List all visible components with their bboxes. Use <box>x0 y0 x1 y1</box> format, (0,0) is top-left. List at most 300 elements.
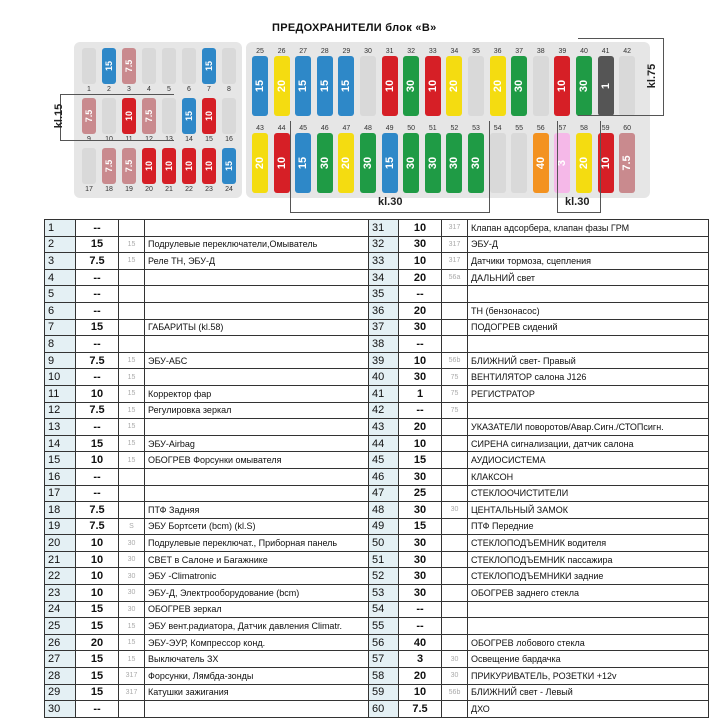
fuse-number: 20 <box>145 186 153 193</box>
fuse-20 <box>142 148 156 184</box>
power-line: 317 <box>119 684 145 701</box>
power-line <box>442 435 468 452</box>
row-number: 30 <box>45 701 76 718</box>
fuse-description: ЭБУ-Д <box>468 236 709 253</box>
power-line <box>119 502 145 519</box>
fuse-number: 51 <box>428 125 437 132</box>
power-line: 30 <box>442 651 468 668</box>
fuse-number: 3 <box>127 86 131 93</box>
fuse-amperage: -- <box>399 336 442 353</box>
fuse-16 <box>222 98 236 134</box>
fuse-number: 18 <box>105 186 113 193</box>
fuse-amp-label: 15 <box>318 79 331 93</box>
fuse-38 <box>533 56 549 116</box>
table-row <box>45 352 709 369</box>
power-line: 317 <box>119 668 145 685</box>
fuse-block-diagram <box>0 0 717 215</box>
fuse-description: БЛИЖНИЙ свет- Правый <box>468 352 709 369</box>
fuse-7 <box>202 48 216 84</box>
fuse-amperage: 10 <box>399 684 442 701</box>
fuse-amp-label: 7.5 <box>84 109 94 123</box>
row-number: 55 <box>369 618 399 635</box>
fuse-amp-label: 7.5 <box>621 155 634 171</box>
fuse-amperage: 15 <box>76 319 119 336</box>
fuse-amperage: -- <box>399 286 442 303</box>
fuse-number: 16 <box>225 136 233 143</box>
table-row <box>45 402 709 419</box>
fuse-number: 17 <box>85 186 93 193</box>
fuse-number: 50 <box>407 125 416 132</box>
fuse-number: 60 <box>623 125 632 132</box>
fuse-32 <box>403 56 419 116</box>
kl75-label: kl.75 <box>646 63 659 89</box>
row-number: 36 <box>369 302 399 319</box>
fuse-description: ЦЕНТАЛЬНЫЙ ЗАМОК <box>468 502 709 519</box>
fuse-number: 11 <box>125 136 133 143</box>
row-number: 60 <box>369 701 399 718</box>
row-number: 41 <box>369 385 399 402</box>
fuse-28 <box>317 56 333 116</box>
fuse-description <box>145 701 369 718</box>
fuse-amperage: -- <box>399 402 442 419</box>
table-row <box>45 601 709 618</box>
fuse-number: 43 <box>256 125 264 132</box>
fuse-amp-label: 15 <box>340 79 353 93</box>
fuse-amperage: 30 <box>399 585 442 602</box>
fuse-amperage: 10 <box>399 435 442 452</box>
power-line: 30 <box>442 502 468 519</box>
fuse-amp-label: 10 <box>204 111 214 122</box>
row-number: 45 <box>369 452 399 469</box>
fuse-amp-label: 7.5 <box>144 109 154 123</box>
fuse-14 <box>182 98 196 134</box>
fuse-number: 15 <box>205 136 213 143</box>
row-number: 13 <box>45 419 76 436</box>
fuse-description: ПТФ Передние <box>468 518 709 535</box>
power-line <box>442 468 468 485</box>
power-line <box>442 336 468 353</box>
power-line: 317 <box>442 236 468 253</box>
table-row <box>45 369 709 386</box>
fuse-number: 57 <box>558 125 567 132</box>
fuse-number: 44 <box>277 125 286 132</box>
fuse-description: Освещение бардачка <box>468 651 709 668</box>
power-line <box>442 518 468 535</box>
fuse-amp-label: 30 <box>426 156 439 170</box>
power-line: 15 <box>119 435 145 452</box>
fuse-table <box>44 219 709 718</box>
fuse-description <box>468 286 709 303</box>
fuse-description: СИРЕНА сигнализации, датчик салона <box>468 435 709 452</box>
power-line: 75 <box>442 402 468 419</box>
power-line <box>442 568 468 585</box>
fuse-number: 24 <box>225 186 233 193</box>
fuse-amperage: 10 <box>399 220 442 237</box>
power-line <box>442 618 468 635</box>
table-row <box>45 468 709 485</box>
fuse-description: ОБОГРЕВ заднего стекла <box>468 585 709 602</box>
fuse-description: ЭБУ-ЭУР, Компрессор конд. <box>145 634 369 651</box>
row-number: 17 <box>45 485 76 502</box>
fuse-amp-label: 10 <box>164 161 174 172</box>
power-line <box>442 535 468 552</box>
fuse-number: 53 <box>472 125 480 132</box>
fuse-amp-label: 20 <box>275 79 288 93</box>
fuse-number: 58 <box>580 125 588 132</box>
power-line: 15 <box>119 236 145 253</box>
table-row <box>45 518 709 535</box>
fuse-description <box>145 302 369 319</box>
fuse-amp-label: 7.5 <box>124 59 134 73</box>
power-line <box>119 485 145 502</box>
fuse-amperage: 30 <box>399 468 442 485</box>
row-number: 38 <box>369 336 399 353</box>
fuse-56 <box>533 133 549 193</box>
fuse-21 <box>162 148 176 184</box>
fuse-amp-label: 10 <box>124 111 134 122</box>
row-number: 14 <box>45 435 76 452</box>
fuse-17 <box>82 148 96 184</box>
row-number: 54 <box>369 601 399 618</box>
fuse-1 <box>82 48 96 84</box>
row-number: 26 <box>45 634 76 651</box>
fuse-number: 48 <box>364 125 372 132</box>
power-line: 30 <box>442 668 468 685</box>
fuse-34 <box>446 56 462 116</box>
power-line <box>442 452 468 469</box>
fuse-description: ЭБУ-АБС <box>145 352 369 369</box>
row-number: 2 <box>45 236 76 253</box>
fuse-number: 41 <box>601 48 610 55</box>
fuse-number: 40 <box>580 48 588 55</box>
row-number: 35 <box>369 286 399 303</box>
fuse-amperage: 10 <box>76 551 119 568</box>
fuse-amperage: -- <box>76 419 119 436</box>
fuse-amperage: 10 <box>76 535 119 552</box>
fuse-54 <box>490 133 506 193</box>
power-line: 56a <box>442 269 468 286</box>
fuse-amperage: 20 <box>399 419 442 436</box>
power-line: 15 <box>119 651 145 668</box>
fuse-description: СТЕКЛОПОДЪЕМНИК пассажира <box>468 551 709 568</box>
fuse-19 <box>122 148 136 184</box>
row-number: 12 <box>45 402 76 419</box>
row-number: 18 <box>45 502 76 519</box>
fuse-amperage: 7.5 <box>76 502 119 519</box>
power-line: 30 <box>119 585 145 602</box>
fuse-37 <box>511 56 527 116</box>
fuse-number: 35 <box>472 48 480 55</box>
fuse-description: ГАБАРИТЫ (kl.58) <box>145 319 369 336</box>
fuse-number: 7 <box>207 86 211 93</box>
fuse-amp-label: 15 <box>383 156 396 170</box>
fuse-number: 25 <box>256 48 264 55</box>
fuse-description: ДАЛЬНИЙ свет <box>468 269 709 286</box>
fuse-description <box>145 269 369 286</box>
fuse-amperage: 15 <box>76 236 119 253</box>
row-number: 7 <box>45 319 76 336</box>
table-row <box>45 568 709 585</box>
power-line: 15 <box>119 253 145 270</box>
fuse-description: Клапан адсорбера, клапан фазы ГРМ <box>468 220 709 237</box>
fuse-amp-label: 30 <box>318 156 331 170</box>
fuse-number: 14 <box>185 136 193 143</box>
fuse-description <box>145 468 369 485</box>
fuse-18 <box>102 148 116 184</box>
power-line: 30 <box>119 568 145 585</box>
fuse-amp-label: 20 <box>448 79 461 93</box>
row-number: 42 <box>369 402 399 419</box>
fuse-number: 47 <box>342 125 351 132</box>
power-line: 15 <box>119 402 145 419</box>
fuse-description: Катушки зажигания <box>145 684 369 701</box>
fuse-description: АУДИОСИСТЕМА <box>468 452 709 469</box>
row-number: 11 <box>45 385 76 402</box>
fuse-amp-label: 15 <box>184 111 194 122</box>
fuse-30 <box>360 56 376 116</box>
fuse-amperage: 30 <box>399 369 442 386</box>
fuse-35 <box>468 56 484 116</box>
fuse-amperage: 15 <box>76 435 119 452</box>
power-line <box>119 220 145 237</box>
fuse-number: 5 <box>167 86 171 93</box>
fuse-number: 55 <box>515 125 524 132</box>
page-title: ПРЕДОХРАНИТЕЛИ блок «В» <box>272 22 437 34</box>
power-line: 15 <box>119 352 145 369</box>
fuse-description: СТЕКЛОПОДЪЕМНИК водителя <box>468 535 709 552</box>
power-line: 15 <box>119 634 145 651</box>
fuse-description: Подрулевые переключат., Приборная панель <box>145 535 369 552</box>
row-number: 50 <box>369 535 399 552</box>
fuse-number: 23 <box>205 186 213 193</box>
fuse-15 <box>202 98 216 134</box>
fuse-amperage: 15 <box>76 668 119 685</box>
row-number: 43 <box>369 419 399 436</box>
power-line: S <box>119 518 145 535</box>
table-row <box>45 336 709 353</box>
row-number: 46 <box>369 468 399 485</box>
fuse-description: СВЕТ в Салоне и Багажнике <box>145 551 369 568</box>
kl15-label: kl.15 <box>53 103 66 129</box>
fuse-amperage: 20 <box>399 269 442 286</box>
row-number: 4 <box>45 269 76 286</box>
fuse-6 <box>182 48 196 84</box>
fuse-description <box>468 618 709 635</box>
power-line: 56b <box>442 352 468 369</box>
row-number: 9 <box>45 352 76 369</box>
power-line <box>442 319 468 336</box>
power-line: 15 <box>119 385 145 402</box>
fuse-amperage: 10 <box>399 253 442 270</box>
fuse-amperage: 30 <box>399 551 442 568</box>
fuse-36 <box>490 56 506 116</box>
fuse-amperage: 30 <box>399 535 442 552</box>
fuse-amp-label: 1 <box>599 82 612 90</box>
fuse-amp-label: 10 <box>204 161 214 172</box>
fuse-number: 8 <box>227 86 231 93</box>
power-line: 317 <box>442 220 468 237</box>
table-row <box>45 485 709 502</box>
row-number: 10 <box>45 369 76 386</box>
power-line <box>442 419 468 436</box>
power-line <box>442 701 468 718</box>
fuse-description <box>145 220 369 237</box>
fuse-description: СТЕКЛОПОДЪЕМНИКИ задние <box>468 568 709 585</box>
fuse-39 <box>554 56 570 116</box>
row-number: 53 <box>369 585 399 602</box>
power-line <box>442 485 468 502</box>
fuse-60 <box>619 133 635 193</box>
fuse-4 <box>142 48 156 84</box>
fuse-number: 32 <box>407 48 416 55</box>
fuse-number: 26 <box>277 48 286 55</box>
table-row <box>45 535 709 552</box>
fuse-number: 10 <box>105 136 113 143</box>
fuse-description: ПТФ Задняя <box>145 502 369 519</box>
row-number: 29 <box>45 684 76 701</box>
power-line: 30 <box>119 601 145 618</box>
power-line: 15 <box>119 369 145 386</box>
table-row <box>45 701 709 718</box>
fuse-amperage: 15 <box>399 452 442 469</box>
fuse-amp-label: 3 <box>556 159 569 167</box>
row-number: 6 <box>45 302 76 319</box>
fuse-description: Выключатель ЗХ <box>145 651 369 668</box>
fuse-amp-label: 7.5 <box>104 159 114 173</box>
table-row <box>45 634 709 651</box>
power-line <box>442 551 468 568</box>
fuse-amp-label: 20 <box>578 156 590 170</box>
row-number: 19 <box>45 518 76 535</box>
kl30-small-label: kl.30 <box>565 196 590 208</box>
fuse-amperage: 10 <box>76 585 119 602</box>
fuse-amperage: 30 <box>399 236 442 253</box>
fuse-amperage: 20 <box>76 634 119 651</box>
fuse-number: 38 <box>536 48 545 55</box>
fuse-amp-label: 30 <box>362 156 374 170</box>
fuse-amp-label: 15 <box>297 79 310 93</box>
fuse-number: 29 <box>342 48 351 55</box>
fuse-amp-label: 10 <box>144 161 154 172</box>
fuse-amperage: 1 <box>399 385 442 402</box>
fuse-8 <box>222 48 236 84</box>
row-number: 22 <box>45 568 76 585</box>
fuse-amperage: 25 <box>399 485 442 502</box>
kl30-main-label: kl.30 <box>378 196 403 208</box>
fuse-number: 12 <box>145 136 153 143</box>
fuse-amp-label: 20 <box>491 79 504 93</box>
fuse-amperage: -- <box>76 269 119 286</box>
fuse-description: ДХО <box>468 701 709 718</box>
fuse-description: ВЕНТИЛЯТОР салона J126 <box>468 369 709 386</box>
power-line: 56b <box>442 684 468 701</box>
fuse-amp-label: 15 <box>297 156 310 170</box>
fuse-5 <box>162 48 176 84</box>
fuse-29 <box>338 56 354 116</box>
power-line: 317 <box>442 253 468 270</box>
fuse-amp-label: 40 <box>534 156 547 170</box>
fuse-description: Подрулевые переключатели,Омыватель <box>145 236 369 253</box>
fuse-amperage: 3 <box>399 651 442 668</box>
row-number: 23 <box>45 585 76 602</box>
row-number: 25 <box>45 618 76 635</box>
fuse-31 <box>382 56 398 116</box>
fuse-description: ЭБУ-Д, Электрооборудование (bcm) <box>145 585 369 602</box>
power-line <box>119 468 145 485</box>
power-line: 75 <box>442 369 468 386</box>
fuse-amp-label: 10 <box>556 79 569 93</box>
power-line <box>119 701 145 718</box>
fuse-amperage: 10 <box>76 452 119 469</box>
row-number: 44 <box>369 435 399 452</box>
fuse-number: 19 <box>125 186 133 193</box>
power-line <box>119 269 145 286</box>
fuse-description: Форсунки, Лямбда-зонды <box>145 668 369 685</box>
fuse-amperage: -- <box>399 601 442 618</box>
fuse-description: БЛИЖНИЙ свет - Левый <box>468 684 709 701</box>
fuse-amp-label: 30 <box>405 156 418 170</box>
fuse-number: 42 <box>623 48 632 55</box>
fuse-amperage: 7.5 <box>76 352 119 369</box>
fuse-27 <box>295 56 311 116</box>
fuse-amp-label: 7.5 <box>124 159 134 173</box>
row-number: 47 <box>369 485 399 502</box>
fuse-amperage: 15 <box>76 601 119 618</box>
power-line <box>119 336 145 353</box>
fuse-amperage: 30 <box>399 568 442 585</box>
fuse-amperage: 7.5 <box>76 402 119 419</box>
fuse-number: 59 <box>601 125 610 132</box>
fuse-amp-label: 20 <box>340 156 353 170</box>
fuse-description <box>145 419 369 436</box>
fuse-amp-label: 10 <box>383 79 396 93</box>
row-number: 3 <box>45 253 76 270</box>
row-number: 31 <box>369 220 399 237</box>
row-number: 28 <box>45 668 76 685</box>
fuse-amp-label: 15 <box>104 61 114 72</box>
fuse-number: 28 <box>320 48 329 55</box>
fuse-43 <box>252 133 268 193</box>
fuse-amperage: 30 <box>399 319 442 336</box>
row-number: 56 <box>369 634 399 651</box>
row-number: 57 <box>369 651 399 668</box>
fuse-number: 45 <box>299 125 308 132</box>
fuse-2 <box>102 48 116 84</box>
fuse-amperage: 20 <box>399 668 442 685</box>
fuse-24 <box>222 148 236 184</box>
row-number: 51 <box>369 551 399 568</box>
fuse-number: 6 <box>187 86 191 93</box>
fuse-description <box>145 369 369 386</box>
fuse-amperage: -- <box>76 302 119 319</box>
fuse-number: 36 <box>493 48 502 55</box>
row-number: 32 <box>369 236 399 253</box>
fuse-amperage: 15 <box>76 618 119 635</box>
fuse-number: 56 <box>536 125 545 132</box>
fuse-number: 21 <box>165 186 173 193</box>
fuse-number: 52 <box>450 125 459 132</box>
fuse-3 <box>122 48 136 84</box>
fuse-amperage: -- <box>76 485 119 502</box>
fuse-number: 27 <box>299 48 308 55</box>
fuse-description: Реле ТН, ЭБУ-Д <box>145 253 369 270</box>
row-number: 20 <box>45 535 76 552</box>
table-row <box>45 286 709 303</box>
fuse-description: ОБОГРЕВ лобового стекла <box>468 634 709 651</box>
fuse-number: 49 <box>385 125 394 132</box>
fuse-number: 1 <box>87 86 91 93</box>
fuse-number: 9 <box>87 136 91 143</box>
